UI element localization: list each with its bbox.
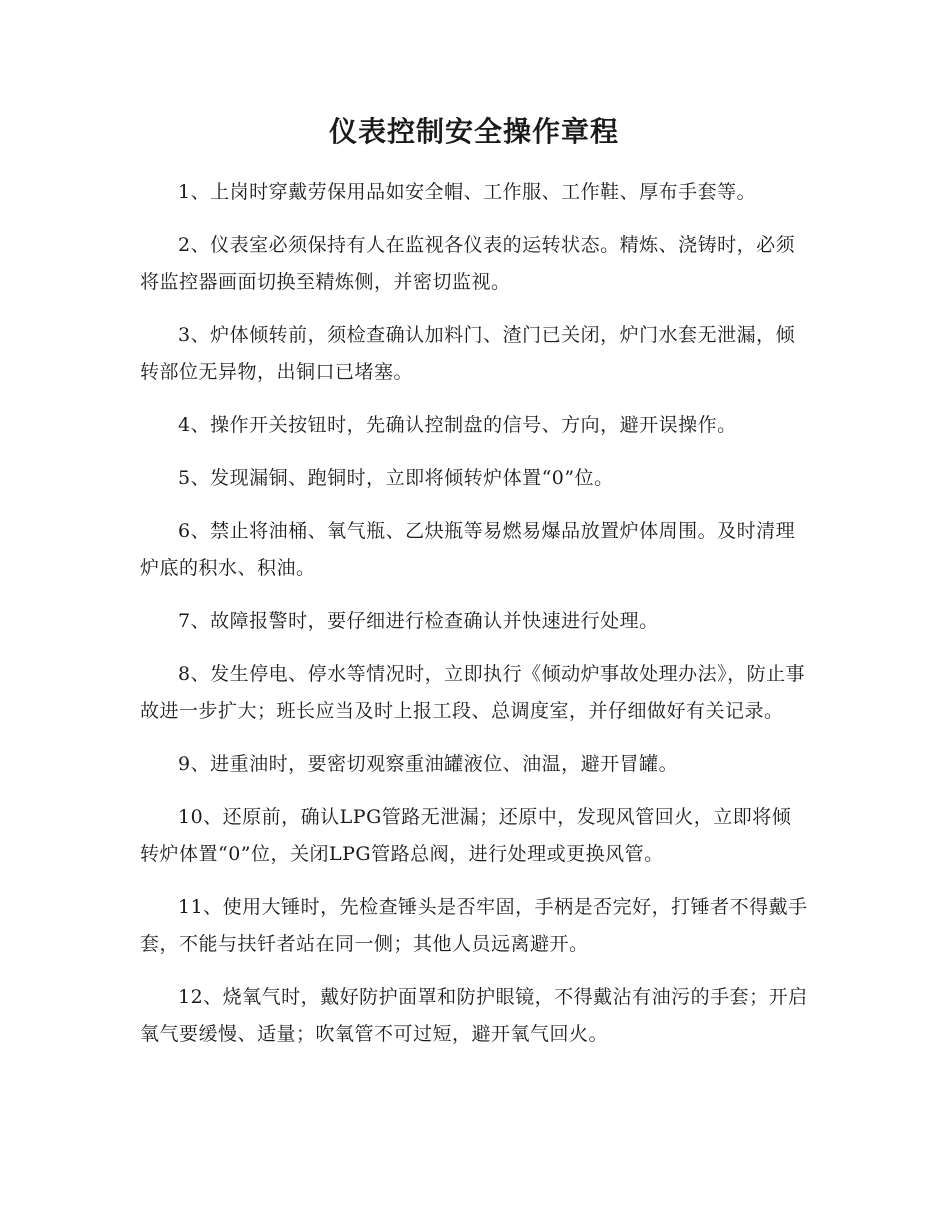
clause-5: 5、发现漏铜、跑铜时，立即将倾转炉体置“0”位。 xyxy=(178,467,614,489)
clause-12: 12、烧氧气时，戴好防护面罩和防护眼镜，不得戴沾有油污的手套；开启氧气要缓慢、适量；吹氧管不可过短，避开氧气回火。 xyxy=(140,986,808,1045)
clause-8: 8、发生停电、停水等情况时，立即执行《倾动炉事故处理办法》，防止事故进一步扩大；班长应当及时上报工段、总调度室，并仔细做好有关记录。 xyxy=(140,663,806,722)
clause-1: 1、上岗时穿戴劳保用品如安全帽、工作服、工作鞋、厚布手套等。 xyxy=(178,181,757,203)
clause-10: 10、还原前，确认LPG管路无泄漏；还原中，发现风管回火，立即将倾转炉体置“0”位，关闭LPG管路总阀，进行处理或更换风管。 xyxy=(140,806,792,865)
clause-2: 2、仪表室必须保持有人在监视各仪表的运转状态。精炼、浇铸时，必须将监控器画面切换至精炼侧，并密切监视。 xyxy=(140,234,796,293)
clause-3: 3、炉体倾转前，须检查确认加料门、渣门已关闭，炉门水套无泄漏，倾转部位无异物，出铜口已堵塞。 xyxy=(140,324,796,383)
page-title: 仪表控制安全操作章程 xyxy=(328,115,619,148)
clause-4: 4、操作开关按钮时，先确认控制盘的信号、方向，避开误操作。 xyxy=(178,414,737,436)
clause-7: 7、故障报警时，要仔细进行检查确认并快速进行处理。 xyxy=(178,610,659,632)
clause-9: 9、进重油时，要密切观察重油罐液位、油温，避开冒罐。 xyxy=(178,753,679,775)
document-page xyxy=(140,112,808,1069)
clause-6: 6、禁止将油桶、氧气瓶、乙炔瓶等易燃易爆品放置炉体周围。及时清理炉底的积水、积油。 xyxy=(140,520,796,579)
clause-11: 11、使用大锤时，先检查锤头是否牢固，手柄是否完好，打锤者不得戴手套，不能与扶钎者站在同一侧；其他人员远离避开。 xyxy=(140,896,808,955)
